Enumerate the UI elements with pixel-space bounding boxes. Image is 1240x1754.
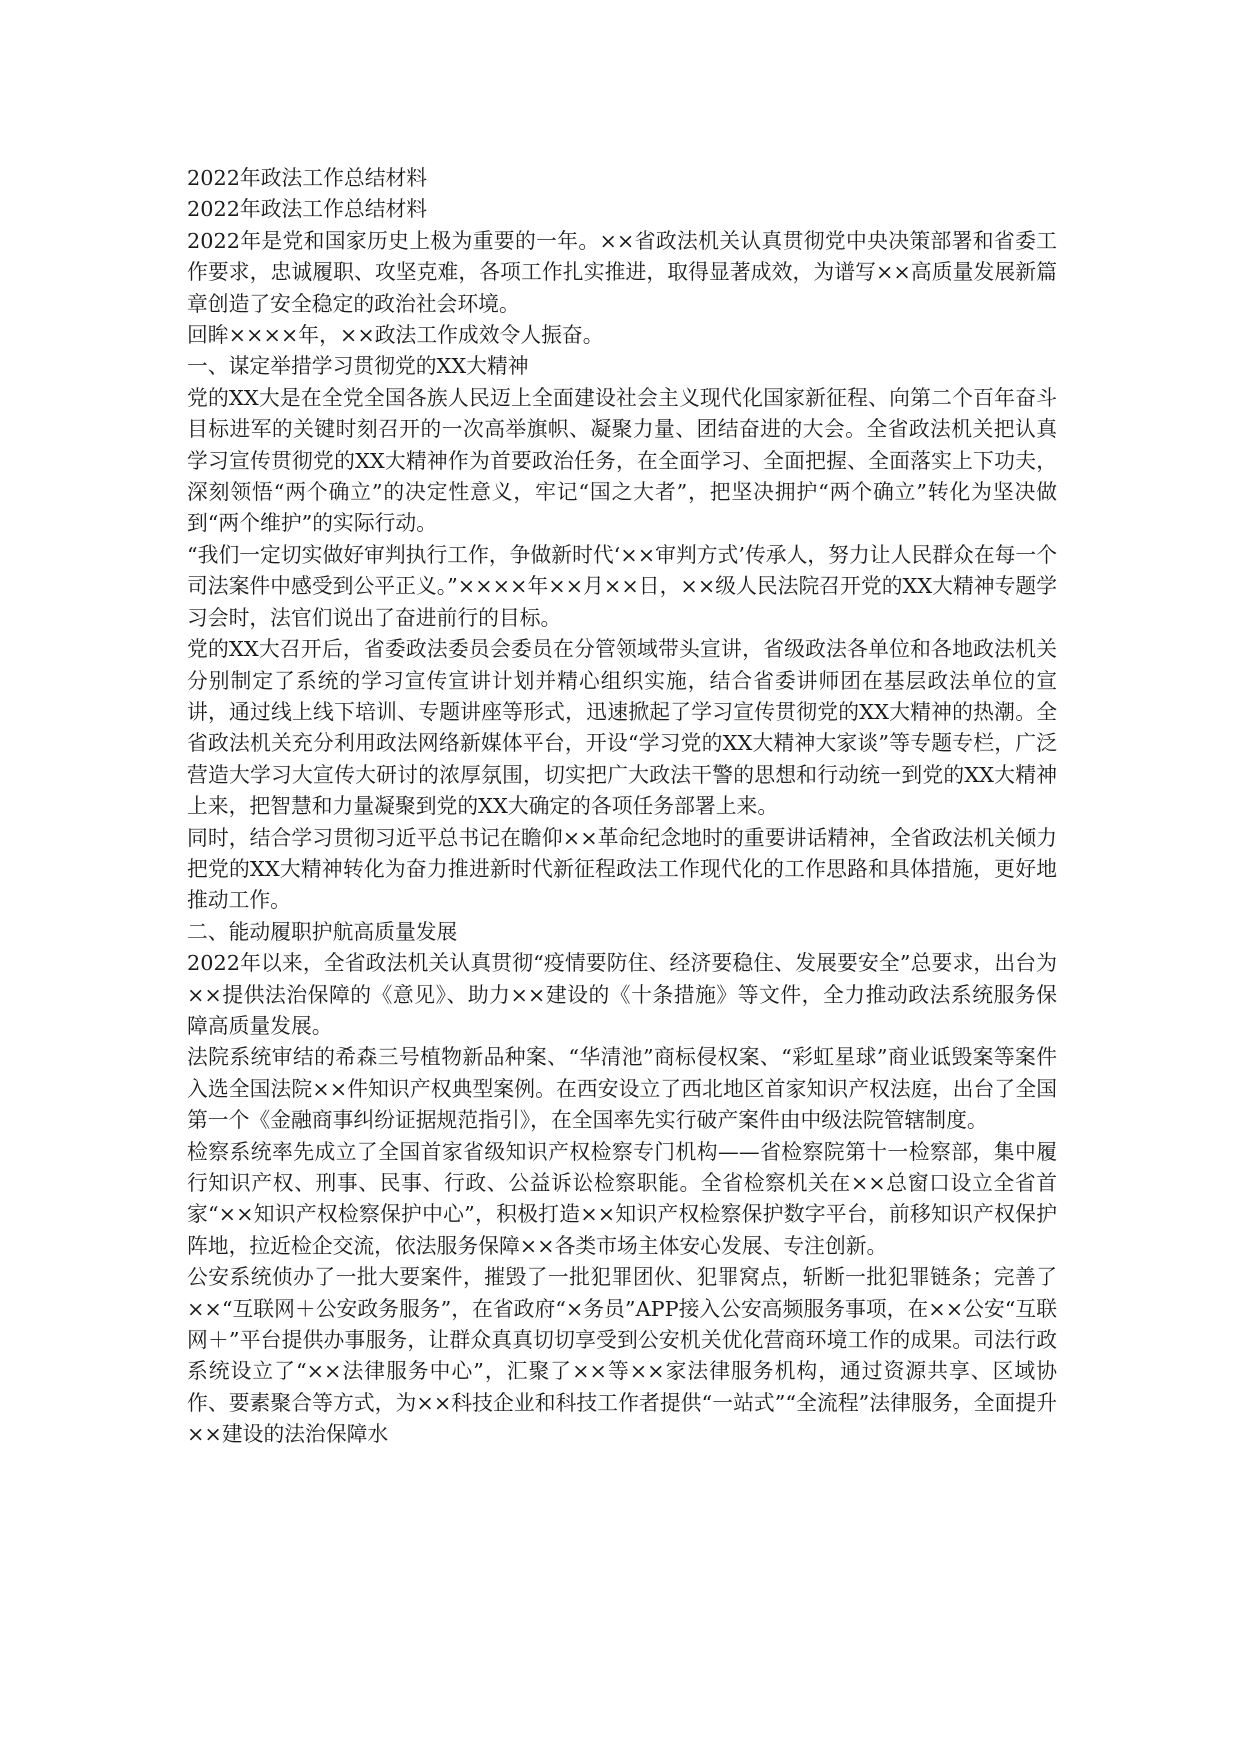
section-1-paragraph-1: 党的XX大是在全党全国各族人民迈上全面建设社会主义现代化国家新征程、向第二个百年奋斗目标进军的关键时刻召开的一次高举旗帜、凝聚力量、团结奋进的大会。全省政法机关把认真学习宣传贯彻党的XX大精神作为首要政治任务，在全面学习、全面把握、全面落实上下功夫，深刻领悟“两个确立”的决定性意义，牢记“国之大者”，把坚决拥护“两个确立”转化为坚决做到“两个维护”的实际行动。 [187, 385, 1057, 536]
section-1-paragraph-3: 党的XX大召开后，省委政法委员会委员在分管领域带头宣讲，省级政法各单位和各地政法机关分别制定了系统的学习宣传宣讲计划并精心组织实施，结合省委讲师团在基层政法单位的宣讲，通过线上线下培训、专题讲座等形式，迅速掀起了学习宣传贯彻党的XX大精神的热潮。全省政法机关充分利用政法网络新媒体平台，开设“学习党的XX大精神大家谈”等专题专栏，广泛营造大学习大宣传大研讨的浓厚氛围，切实把广大政法干警的思想和行动统一到党的XX大精神上来，把智慧和力量凝聚到党的XX大确定的各项任务部署上来。 [187, 637, 1057, 819]
document-subtitle: 2022年政法工作总结材料 [187, 197, 428, 222]
section-2-paragraph-1: 2022年以来，全省政法机关认真贯彻“疫情要防住、经济要稳住、发展要安全”总要求，出台为××提供法治保障的《意见》、助力××建设的《十条措施》等文件，全力推动政法系统服务保障高质量发展。 [187, 951, 1057, 1038]
section-1-paragraph-2: “我们一定切实做好审判执行工作，争做新时代‘××审判方式’传承人，努力让人民群众在每一个司法案件中感受到公平正义。”××××年××月××日，××级人民法院召开党的XX大精神专题学习会时，法官们说出了奋进前行的目标。 [187, 542, 1057, 630]
section-2-paragraph-2: 法院系统审结的希森三号植物新品种案、“华清池”商标侵权案、“彩虹星球”商业诋毁案等案件入选全国法院××件知识产权典型案例。在西安设立了西北地区首家知识产权法庭，出台了全国第一个《金融商事纠纷证据规范指引》，在全国率先实行破产案件由中级法院管辖制度。 [187, 1045, 1057, 1133]
intro-paragraph: 2022年是党和国家历史上极为重要的一年。××省政法机关认真贯彻党中央决策部署和省委工作要求，忠诚履职、攻坚克难，各项工作扎实推进，取得显著成效，为谱写××高质量发展新篇章创造了安全稳定的政治社会环境。 [187, 228, 1057, 316]
document-body [187, 163, 1057, 1451]
document-title: 2022年政法工作总结材料 [187, 166, 428, 190]
section-2-paragraph-4: 公安系统侦办了一批大要案件，摧毁了一批犯罪团伙、犯罪窝点，斩断一批犯罪链条；完善了××“互联网＋公安政务服务”，在省政府“×务员”APP接入公安高频服务事项，在××公安“互联网＋”平台提供办事服务，让群众真真切切享受到公安机关优化营商环境工作的成果。司法行政系统设立了“××法律服务中心”，汇聚了××等××家法律服务机构，通过资源共享、区域协作、要素聚合等方式，为××科技企业和科技工作者提供“一站式”“全流程”法律服务，全面提升××建设的法治保障水 [187, 1265, 1057, 1447]
section-heading-2: 二、能动履职护航高质量发展 [187, 919, 458, 944]
section-heading-1: 一、谋定举措学习贯彻党的XX大精神 [187, 354, 529, 379]
review-paragraph: 回眸××××年，××政法工作成效令人振奋。 [187, 323, 604, 348]
section-2-paragraph-3: 检察系统率先成立了全国首家省级知识产权检察专门机构——省检察院第十一检察部，集中履行知识产权、刑事、民事、行政、公益诉讼检察职能。全省检察机关在××总窗口设立全省首家“××知识产权检察保护中心”，积极打造××知识产权检察保护数字平台，前移知识产权保护阵地，拉近检企交流，依法服务保障××各类市场主体安心发展、专注创新。 [187, 1139, 1057, 1258]
section-1-paragraph-4: 同时，结合学习贯彻习近平总书记在瞻仰××革命纪念地时的重要讲话精神，全省政法机关倾力把党的XX大精神转化为奋力推进新时代新征程政法工作现代化的工作思路和具体措施，更好地推动工作。 [187, 825, 1057, 913]
